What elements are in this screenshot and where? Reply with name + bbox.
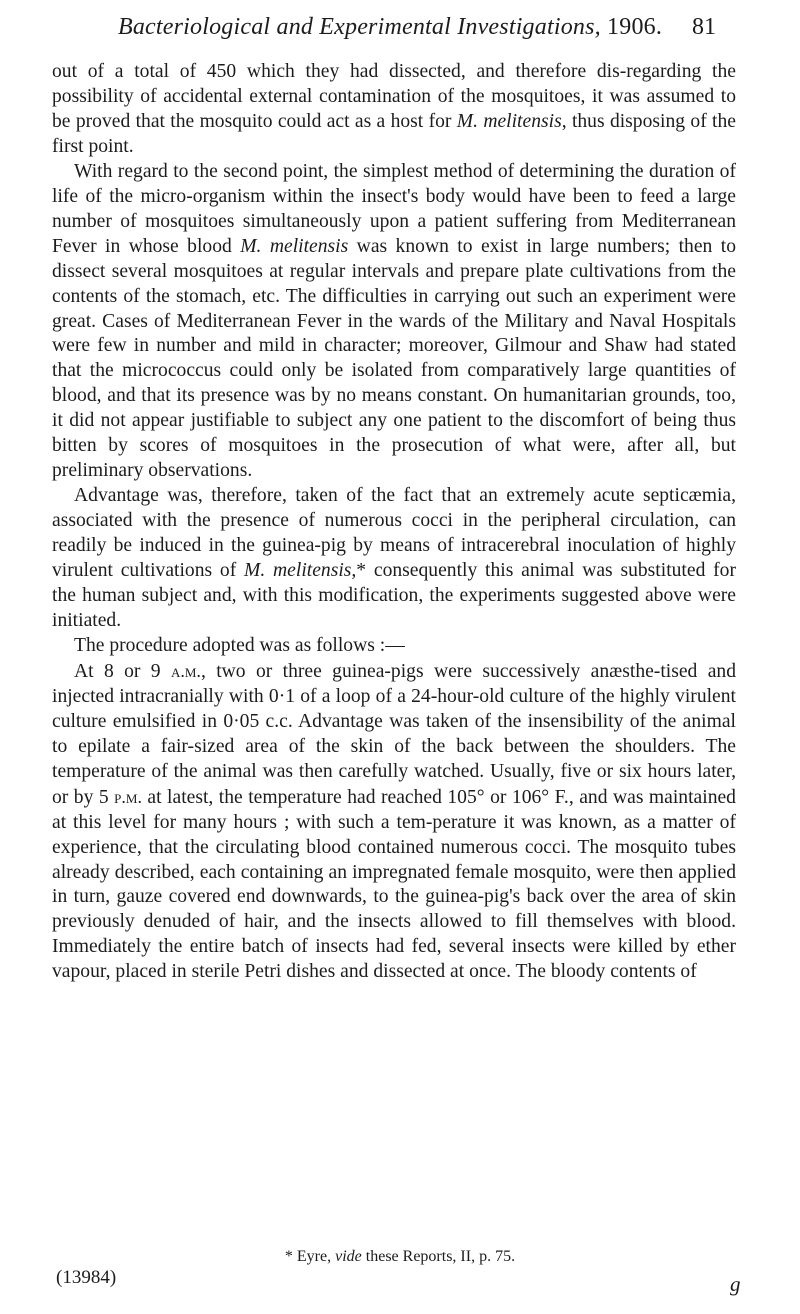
p2-text-a: With regard to the second point, the simplest method of determining the duration of life of the micro-organism within the insect's body would have been to feed a large number of mosquitoes simultaneously upon a patient suffering from Mediterranean Fever in whose blood — [52, 160, 736, 257]
footnote-citation: these Reports, II, p. 75. — [361, 1248, 516, 1265]
running-head-title-text: Bacteriological and Experimental Investigations, — [118, 14, 601, 40]
footnote-marker: * Eyre, — [284, 1248, 336, 1265]
page-number: 81 — [692, 14, 716, 40]
p1-species-name: M. melitensis — [456, 110, 562, 132]
p4-text: The procedure adopted was as follows :— — [74, 634, 405, 656]
signature-mark: g — [730, 1272, 741, 1296]
p3-text-b: * consequently this animal was substituted for the human subject and, with this modification, the experiments suggested above were initiated. — [52, 560, 736, 631]
p5-text-a: At 8 or 9 — [74, 660, 171, 682]
running-head-year: 1906. — [607, 14, 663, 40]
paragraph-1 — [52, 60, 736, 160]
p1-text-a: out of a total of 450 which they had dissected, and therefore dis-regarding the possibility of accidental external contamination of the mosquitoes, it was assumed to be proved that the mosquito could act as a host for — [52, 61, 736, 132]
paragraph-5 — [52, 659, 736, 985]
running-head — [118, 14, 716, 46]
running-head-title — [118, 14, 662, 41]
p1-text-b: , thus disposing of the first point. — [52, 110, 736, 157]
p5-time-am: a.m. — [170, 660, 201, 681]
p2-species-name: M. melitensis — [240, 235, 349, 257]
p3-species-name: M. melitensis, — [244, 560, 357, 582]
p2-text-b: was known to exist in large numbers; then to dissect several mosquitoes at regular intervals and prepare plate cultivations from the contents of the stomach, etc. The difficulties in carrying out such an experiment were great. Cases of Mediterranean Fever in the wards of the Military and Naval Hospitals were few in number and mild in character; moreover, Gilmour and Shaw had stated that the micrococcus could only be isolated from comparatively large quantities of blood, and that its presence was by no means constant. On humanitarian grounds, too, it did not appear justifiable to subject any one patient to the discomfort of being thus bitten by scores of mosquitoes in the prosecution of what were, after all, but preliminary observations. — [52, 235, 737, 482]
footnote — [0, 1247, 800, 1267]
body-text — [52, 60, 736, 985]
paragraph-3 — [52, 484, 736, 634]
printer-reference: (13984) — [56, 1267, 117, 1288]
paragraph-4 — [52, 634, 736, 659]
footnote-vide: vide — [335, 1248, 362, 1265]
p5-text-c: at latest, the temperature had reached 105° or 106° F., and was maintained at this level for many hours ; with such a tem-perature it was known, as a matter of experience, that the circulating blood contained numerous cocci. The mosquito tubes already described, each containing an impregnated female mosquito, were then applied in turn, gauze covered end downwards, to the guinea-pig's back over the area of skin previously denuded of hair, and the insects allowed to fill themselves with blood. Immediately the entire batch of insects had fed, several insects were killed by ether vapour, placed in sterile Petri dishes and dissected at once. The bloody contents of — [52, 786, 736, 983]
paragraph-2 — [52, 160, 736, 484]
p5-text-b: , two or three guinea-pigs were successively anæsthe-tised and injected intracranially with 0·1 of a loop of a 24-hour-old culture of the highly virulent culture emulsified in 0·05 c.c. Advantage was taken of the insensibility of the animal to epilate a fair-sized area of the skin of the back between the shoulders. The temperature of the animal was then carefully watched. Usually, five or six hours later, or by 5 — [52, 660, 736, 808]
p5-time-pm: p.m. — [114, 786, 142, 807]
p3-text-a: Advantage was, therefore, taken of the fact that an extremely acute septicæmia, associated with the presence of numerous cocci in the peripheral circulation, can readily be induced in the guinea-pig by means of intracerebral inoculation of highly virulent cultivations of — [52, 485, 736, 582]
